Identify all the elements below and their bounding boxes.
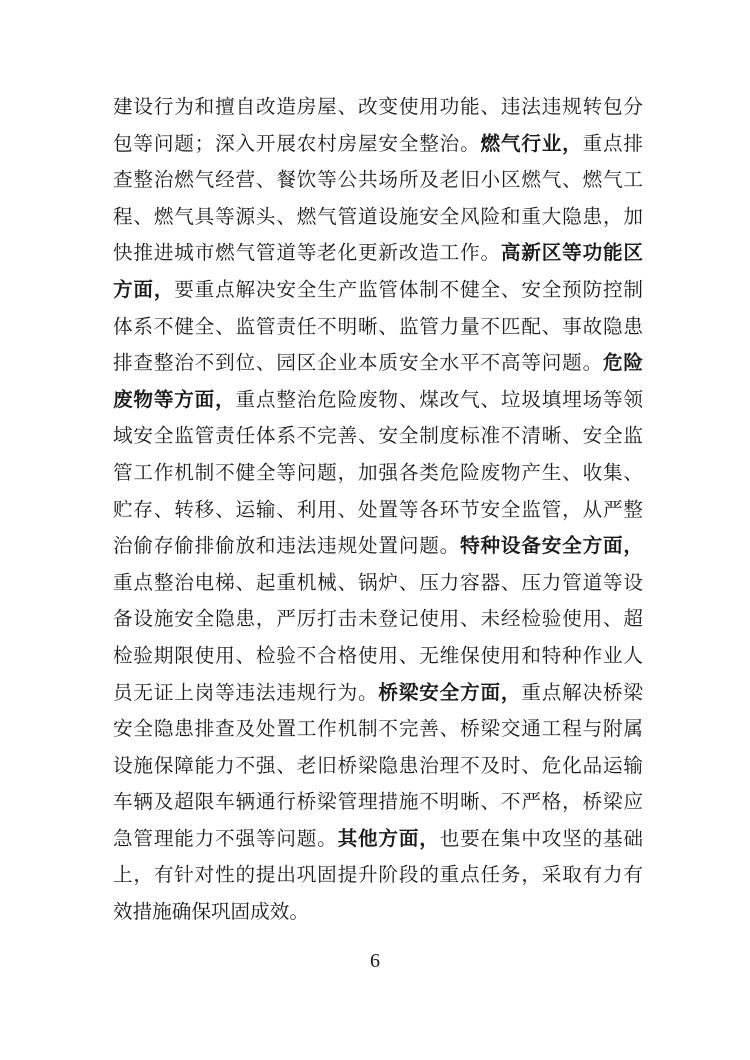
text-line [113, 455, 643, 492]
body-text-segment: 快推进城市燃气管道等老化更新改造工作。 [113, 241, 501, 265]
text-line [113, 418, 643, 455]
body-text-segment: 排查整治不到位、园区企业本质安全水平不高等问题。 [113, 351, 603, 375]
body-text-segment: 备设施安全隐患，严厉打击未登记使用、未经检验使用、超 [113, 607, 643, 631]
body-text-segment: 急管理能力不强等问题。 [113, 826, 338, 850]
text-line [113, 309, 643, 346]
text-line [113, 748, 643, 785]
body-text-segment: 管工作机制不健全等问题，加强各类危险废物产生、收集、 [113, 460, 643, 484]
text-line [113, 162, 643, 199]
body-text-segment: 设施保障能力不强、老旧桥梁隐患治理不及时、危化品运输 [113, 753, 643, 777]
body-text-segment: 程、燃气具等源头、燃气管道设施安全风险和重大隐患，加 [113, 204, 643, 228]
text-line [113, 711, 643, 748]
body-text-segment: 要重点解决安全生产监管体制不健全、安全预防控制 [174, 277, 644, 301]
bold-heading-text: 燃气行业， [480, 131, 583, 155]
body-text-segment: 建设行为和擅自改造房屋、改变使用功能、违法违规转包分 [113, 95, 643, 118]
body-text-segment: 检验期限使用、检验不合格使用、无维保使用和特种作业人 [113, 643, 643, 667]
bold-heading-text: 高新区等功能区 [500, 241, 644, 265]
body-text-segment: 上，有针对性的提出巩固提升阶段的重点任务，采取有力有 [113, 863, 643, 887]
text-line [113, 857, 643, 894]
body-text-segment: 体系不健全、监管责任不明晰、监管力量不匹配、事故隐患 [113, 314, 643, 338]
body-text-segment: 治偷存偷排偷放和违法违规处置问题。 [113, 534, 461, 558]
body-text-segment: 包等问题；深入开展农村房屋安全整治。 [113, 131, 481, 155]
body-text [113, 89, 643, 931]
text-line [113, 199, 643, 236]
bold-heading-text: 废物等方面， [113, 387, 236, 411]
text-line [113, 784, 643, 821]
text-line [113, 565, 643, 602]
body-text-segment: 效措施确保巩固成效。 [113, 900, 309, 924]
text-line [113, 345, 643, 382]
text-line [113, 894, 643, 931]
body-text-segment: 查整治燃气经营、餐饮等公共场所及老旧小区燃气、燃气工 [113, 168, 643, 192]
text-line [113, 492, 643, 529]
body-text-segment: 贮存、转移、运输、利用、处置等各环节安全监管，从严整 [113, 497, 643, 521]
text-line [113, 601, 643, 638]
bold-heading-text: 特种设备安全方面， [460, 534, 644, 558]
body-text-segment: 车辆及超限车辆通行桥梁管理措施不明晰、不严格，桥梁应 [113, 790, 643, 814]
text-line [113, 382, 643, 419]
text-line [113, 126, 643, 163]
page-number: 6 [370, 950, 380, 972]
body-text-segment: 重点排 [582, 131, 644, 155]
text-line [113, 675, 643, 712]
text-line [113, 89, 643, 126]
text-line [113, 638, 643, 675]
body-text-segment: 重点整治电梯、起重机械、锅炉、压力容器、压力管道等设 [113, 570, 643, 594]
bold-heading-text: 其他方面， [337, 826, 440, 850]
body-text-segment: 重点整治危险废物、煤改气、垃圾填埋场等领 [235, 387, 644, 411]
bold-heading-text: 方面， [113, 277, 175, 301]
body-text-segment: 员无证上岗等违法违规行为。 [113, 680, 379, 704]
bold-heading-text: 危险 [603, 351, 644, 375]
body-text-segment: 也要在集中攻坚的基础 [439, 826, 644, 850]
text-line [113, 821, 643, 858]
bold-heading-text: 桥梁安全方面， [378, 680, 522, 704]
text-line [113, 528, 643, 565]
body-text-segment: 域安全监管责任体系不完善、安全制度标准不清晰、安全监 [113, 424, 643, 448]
text-line [113, 235, 643, 272]
body-text-segment: 重点解决桥梁 [521, 680, 644, 704]
body-text-segment: 安全隐患排查及处置工作机制不完善、桥梁交通工程与附属 [113, 717, 643, 741]
text-line [113, 272, 643, 309]
